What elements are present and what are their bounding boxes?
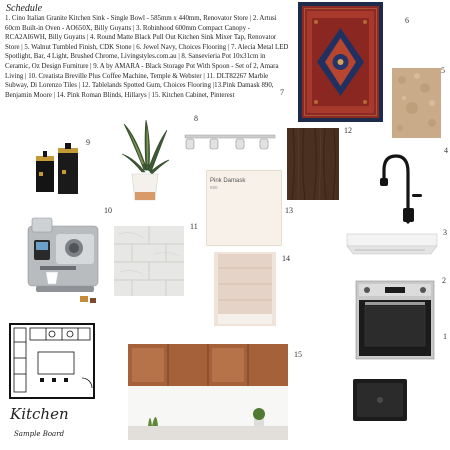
label-4: 4 — [444, 146, 448, 155]
label-5: 5 — [441, 66, 445, 75]
label-3: 3 — [443, 228, 447, 237]
pink-roman-blind-image — [214, 252, 276, 326]
paint-name: Pink Damask — [210, 178, 246, 184]
label-12: 12 — [344, 126, 352, 135]
label-11: 11 — [190, 222, 198, 231]
label-7: 7 — [280, 88, 284, 97]
board-subtitle: Sample Board — [14, 430, 65, 438]
label-14: 14 — [282, 254, 290, 263]
rangehood-canopy-image — [345, 230, 439, 260]
label-10: 10 — [104, 206, 112, 215]
jewel-navy-rug-image — [298, 2, 383, 122]
copper-kitchen-cabinet-image — [128, 344, 288, 440]
kitchen-floor-plan — [8, 322, 96, 400]
spotlight-bar-image — [180, 130, 280, 154]
black-storage-pots-image — [32, 140, 82, 198]
schedule-heading: Schedule — [6, 3, 43, 14]
granite-sink-image — [352, 378, 408, 422]
label-13: 13 — [285, 206, 293, 215]
schedule-text: 1. Cino Italian Granite Kitchen Sink - Single Bowl - 585mm x 440mm, Renovator Store | 2. Artusi 60cm Built-in Oven - AO650X, Billy Guyatts | 3. Robinhood 600mm Compact Canopy - RCA2AI6WH, Billy Guyatts | 4. Round Matte Black Pull Out Kitchen Sink Mixer Tap, Renovator Store | 5. Walnut Tumbled Finish, CDK Stone | 6. Jewel Navy, Choices Flooring | 7. Alecia Metal LED Spotlight, Bar, 4 Light, Brushed Chrome, Livingstyles.com.au | 8. Sansevieria Pot 10x31cm in Ceramic, Oz Design Furniture | 9. A by AMARA - Black Storage Pot With Spoon - Set of 2, Amara Living | 10. Creatista Breville Plus Coffee Machine, Temple & Webster | 11. DLT82267 Marble Subway, Di Lorenzo Tiles | 12. Tablelands Spotted Gum, Choices Flooring |13.Pink Damask 890, Benjamin Moore | 14. Pink Roman Blinds, Hillarys | 15. Kitchen Cabinet, Pinterest — [5, 15, 289, 99]
spotted-gum-timber-swatch — [287, 128, 339, 200]
sansevieria-pot-image — [120, 118, 170, 204]
marble-subway-tile-swatch — [114, 226, 184, 296]
walnut-stone-swatch — [392, 68, 441, 138]
black-mixer-tap-image — [378, 150, 430, 226]
board-title: Kitchen — [10, 405, 69, 423]
label-1: 1 — [443, 332, 447, 341]
built-in-oven-image — [355, 280, 435, 360]
label-6: 6 — [405, 16, 409, 25]
label-2: 2 — [442, 276, 446, 285]
coffee-machine-image — [22, 212, 110, 306]
label-15: 15 — [294, 350, 302, 359]
label-9: 9 — [86, 138, 90, 147]
paint-code: 890 — [210, 185, 218, 190]
label-8: 8 — [194, 114, 198, 123]
